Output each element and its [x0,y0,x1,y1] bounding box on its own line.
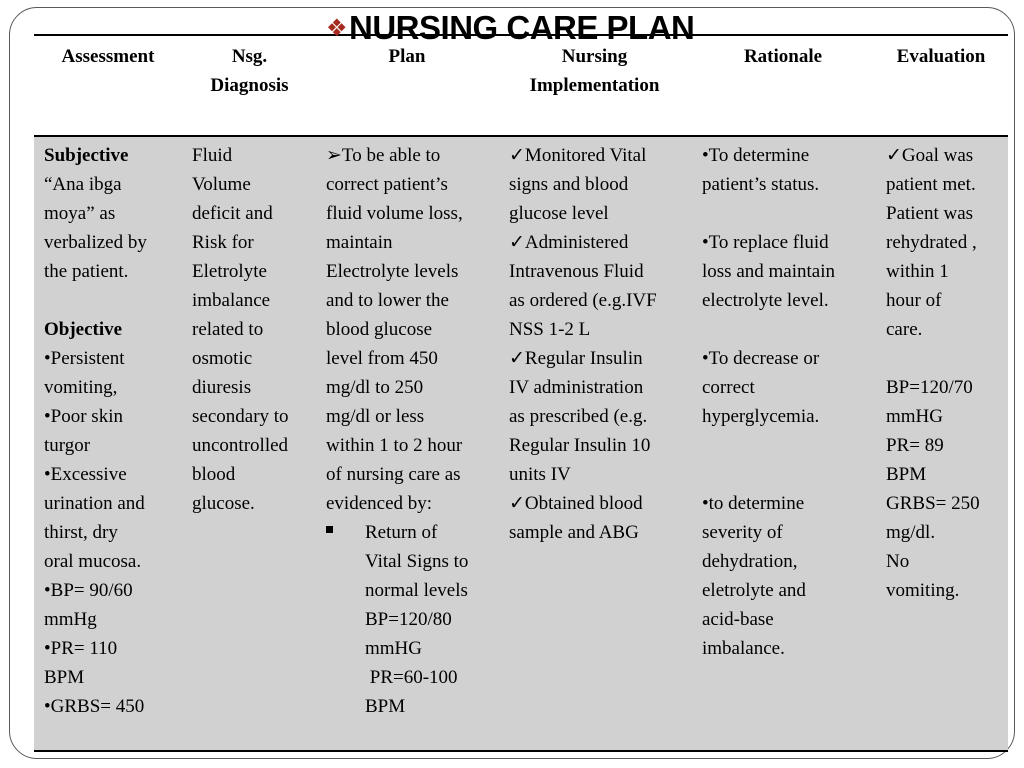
implementation-line: ✓Regular Insulin [509,348,643,369]
rationale-line: eletrolyte and [702,580,806,601]
evaluation-line: rehydrated , [886,232,977,253]
plan-sub-line: mmHG [365,638,422,659]
plan-line: evidenced by: [326,493,433,514]
plan-line: fluid volume loss, [326,203,463,224]
evaluation-line: hour of [886,290,942,311]
plan-sub-line: normal levels [365,580,468,601]
plan-sub-line: Vital Signs to [365,551,469,572]
evaluation-line: mmHG [886,406,943,427]
plan-sub-line: Return of [365,522,438,543]
evaluation-line: BP=120/70 [886,377,973,398]
header-diagnosis: Nsg. Diagnosis [210,46,289,96]
implementation-line: as ordered (e.g.IVF [509,290,657,311]
evaluation-line: ✓Goal was [886,145,974,166]
plan-line: and to lower the [326,290,449,311]
assessment-line: BPM [44,667,85,688]
table-body [34,137,1008,750]
header-assessment: Assessment [61,46,155,67]
plan-sub-line: PR=60-100 [365,667,458,688]
plan-line: maintain [326,232,393,253]
evaluation-line: Patient was [886,203,974,224]
implementation-line: ✓Obtained blood [509,493,643,514]
rationale-cell [702,141,874,663]
slide-title [326,8,694,48]
rationale-line: patient’s status. [702,174,820,195]
implementation-line: ✓Monitored Vital [509,145,647,166]
header-evaluation: Evaluation [896,46,986,67]
evaluation-line: mg/dl. [886,522,936,543]
implementation-cell [509,141,694,547]
rationale-line: hyperglycemia. [702,406,820,427]
rationale-line: severity of [702,522,783,543]
title-text: NURSING CARE PLAN [349,9,695,46]
header-plan: Plan [388,46,426,67]
evaluation-line: within 1 [886,261,949,282]
evaluation-line: PR= 89 [886,435,944,456]
assessment-line: the patient. [44,261,129,282]
assessment-line: “Ana ibga [44,174,122,195]
assessment-line: •BP= 90/60 [44,580,133,601]
plan-cell [326,141,496,721]
plan-line: of nursing care as [326,464,461,485]
diagnosis-line: blood [192,464,236,485]
evaluation-line: GRBS= 250 [886,493,980,514]
implementation-line: Regular Insulin 10 [509,435,651,456]
assessment-line: vomiting, [44,377,118,398]
rationale-line: •To replace fluid [702,232,829,253]
implementation-line: glucose level [509,203,609,224]
diagnosis-line: uncontrolled [192,435,289,456]
rationale-line: •To decrease or [702,348,820,369]
plan-sub-line: BP=120/80 [365,609,452,630]
implementation-line: units IV [509,464,571,485]
assessment-line: verbalized by [44,232,147,253]
assessment-line: •Poor skin [44,406,123,427]
assessment-line: •Excessive [44,464,127,485]
assessment-line: •Persistent [44,348,125,369]
plan-line: Electrolyte levels [326,261,459,282]
plan-line: mg/dl or less [326,406,425,427]
diagnosis-line: osmotic [192,348,253,369]
assessment-line: •GRBS= 450 [44,696,145,717]
rationale-line: •to determine [702,493,805,514]
rationale-line: loss and maintain [702,261,835,282]
square-bullet-icon [326,526,333,533]
rationale-line: acid-base [702,609,774,630]
plan-line: mg/dl to 250 [326,377,424,398]
header-rationale: Rationale [743,46,823,67]
diagnosis-line: diuresis [192,377,252,398]
diagnosis-cell [192,141,317,518]
implementation-line: Intravenous Fluid [509,261,644,282]
evaluation-cell [886,141,1008,605]
assessment-line: mmHg [44,609,97,630]
assessment-line: •PR= 110 [44,638,118,659]
assessment-line: moya” as [44,203,116,224]
diagnosis-line: Risk for [192,232,254,253]
care-plan-table [34,34,1008,752]
rationale-line: electrolyte level. [702,290,829,311]
assessment-line: urination and [44,493,145,514]
assessment-cell [44,141,179,721]
diagnosis-line: glucose. [192,493,255,514]
assessment-line: oral mucosa. [44,551,142,572]
implementation-line: signs and blood [509,174,629,195]
table-header [34,36,1008,135]
implementation-line: NSS 1-2 L [509,319,591,340]
assessment-line: turgor [44,435,91,456]
diagnosis-line: Volume [192,174,251,195]
plan-line: blood glucose [326,319,433,340]
objective-label: Objective [44,319,123,340]
evaluation-line: patient met. [886,174,976,195]
diagnosis-line: deficit and [192,203,273,224]
header-implementation: Nursing Implementation [529,46,660,96]
rationale-line: imbalance. [702,638,785,659]
diagnosis-line: secondary to [192,406,289,427]
evaluation-line: No [886,551,910,572]
implementation-line: sample and ABG [509,522,639,543]
evaluation-line: vomiting. [886,580,960,601]
table-bottom-rule [34,750,1008,752]
rationale-line: dehydration, [702,551,798,572]
evaluation-line: BPM [886,464,927,485]
diamond-bullet-icon: ❖ [326,14,348,42]
rationale-line: correct [702,377,755,398]
plan-sub-line: BPM [365,696,406,717]
implementation-line: IV administration [509,377,644,398]
implementation-line: ✓Administered [509,232,629,253]
plan-line: ➢To be able to [326,145,441,166]
rationale-line: •To determine [702,145,810,166]
diagnosis-line: imbalance [192,290,271,311]
plan-line: within 1 to 2 hour [326,435,463,456]
diagnosis-line: Fluid [192,145,233,166]
diagnosis-line: Eletrolyte [192,261,267,282]
diagnosis-line: related to [192,319,264,340]
plan-sub-bullet [326,518,496,721]
subjective-label: Subjective [44,145,129,166]
plan-line: level from 450 [326,348,438,369]
plan-line: correct patient’s [326,174,448,195]
assessment-line: thirst, dry [44,522,118,543]
evaluation-line: care. [886,319,923,340]
implementation-line: as prescribed (e.g. [509,406,648,427]
